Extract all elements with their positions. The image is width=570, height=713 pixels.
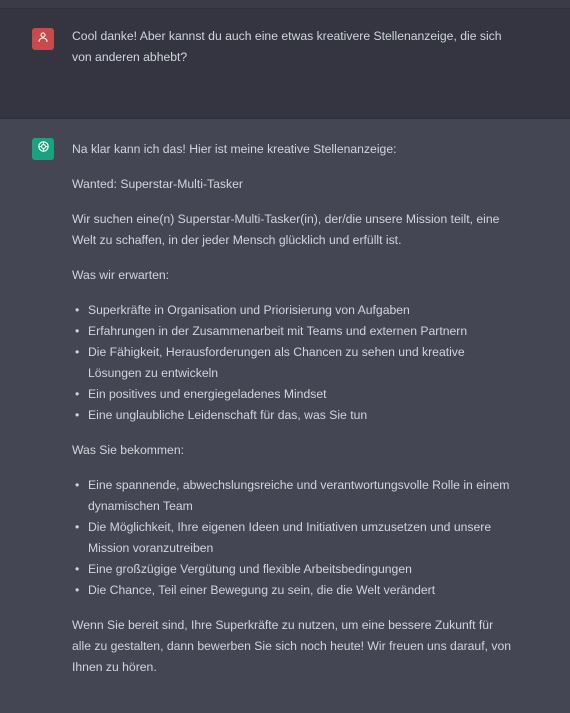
assistant-avatar (32, 138, 54, 160)
expect-list (72, 300, 512, 426)
assistant-message-content (72, 139, 512, 692)
list-item: • Superkräfte in Organisation und Priorisierung von Aufgaben (88, 300, 512, 321)
user-message-text: Cool danke! Aber kannst du auch eine etwas kreativere Stellenanzeige, die sich von anderen abhebt? (72, 29, 502, 64)
user-avatar (32, 28, 54, 50)
assistant-intro: Na klar kann ich das! Hier ist meine kreative Stellenanzeige: (72, 142, 397, 156)
list-item: • Ein positives und energiegeladenes Mindset (88, 384, 512, 405)
offer-heading: Was Sie bekommen: (72, 443, 184, 457)
user-message-row (0, 9, 570, 119)
openai-logo-icon (36, 139, 51, 159)
assistant-message-row (0, 119, 570, 713)
job-title: Wanted: Superstar-Multi-Tasker (72, 177, 243, 191)
list-item: • Erfahrungen in der Zusammenarbeit mit Teams und externen Partnern (88, 321, 512, 342)
previous-message-edge (0, 0, 570, 9)
list-item: • Die Fähigkeit, Herausforderungen als Chancen zu sehen und kreative Lösungen zu entwickeln (88, 342, 512, 384)
list-item: • Die Möglichkeit, Ihre eigenen Ideen und Initiativen umzusetzen und unsere Mission voranzutreiben (88, 517, 512, 559)
user-icon (37, 30, 49, 48)
offer-list (72, 475, 512, 601)
job-description: Wir suchen eine(n) Superstar-Multi-Tasker(in), der/die unsere Mission teilt, eine Welt zu schaffen, in der jeder Mensch glücklich und erfüllt ist. (72, 212, 500, 247)
list-item: • Eine großzügige Vergütung und flexible Arbeitsbedingungen (88, 559, 512, 580)
expect-heading: Was wir erwarten: (72, 268, 170, 282)
closing-paragraph: Wenn Sie bereit sind, Ihre Superkräfte zu nutzen, um eine bessere Zukunft für alle zu gestalten, dann bewerben Sie sich noch heute! Wir freuen uns darauf, von Ihnen zu hören. (72, 618, 512, 674)
list-item: • Die Chance, Teil einer Bewegung zu sein, die die Welt verändert (88, 580, 512, 601)
list-item: • Eine unglaubliche Leidenschaft für das, was Sie tun (88, 405, 512, 426)
list-item: • Eine spannende, abwechslungsreiche und verantwortungsvolle Rolle in einem dynamischen Team (88, 475, 512, 517)
